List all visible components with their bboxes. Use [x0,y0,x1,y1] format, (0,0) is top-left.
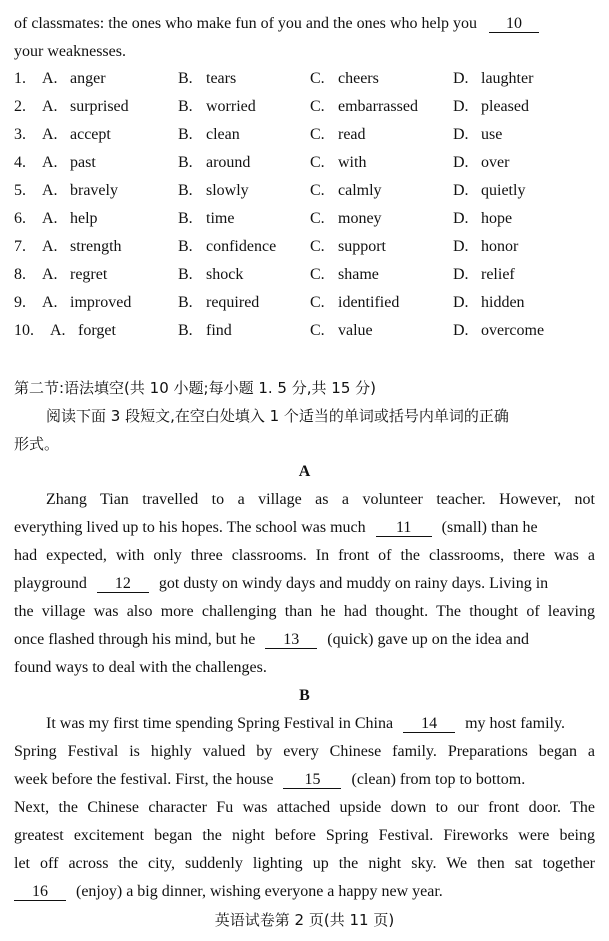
page-footer: 英语试卷第 2 页(共 11 页) [214,911,395,929]
option-letter-b: B. [178,126,193,143]
option-letter-c: C. [310,210,325,227]
question-number: 1. [14,70,26,87]
option-b[interactable]: slowly [206,182,249,199]
option-c[interactable]: value [338,322,373,339]
passage-b-line: Next, the Chinese character Fu was attached upside down to our front door. The [14,799,595,816]
option-b[interactable]: clean [206,126,240,143]
text-span: once flashed through his mind, but he [14,631,256,648]
question-number: 2. [14,98,26,115]
passage-a-line [14,630,595,650]
option-row [0,294,609,316]
option-letter-c: C. [310,322,325,339]
text-span: (clean) from top to bottom. [351,771,526,788]
option-letter-a: A. [50,322,66,339]
option-d[interactable]: hope [481,210,513,227]
option-b[interactable]: worried [206,98,256,115]
option-letter-a: A. [42,126,58,143]
option-letter-c: C. [310,294,325,311]
option-b[interactable]: tears [206,70,237,87]
option-a[interactable]: forget [78,322,116,339]
text-span: got dusty on windy days and muddy on rainy days. Living in [158,575,549,592]
text-span: my host family. [465,715,565,732]
text-span: It was my first time spending Spring Festival in China [46,715,394,732]
text-span: (quick) gave up on the idea and [327,631,529,648]
passage-b-line [14,882,595,902]
option-a[interactable]: past [70,154,96,171]
option-a[interactable]: improved [70,294,132,311]
option-row [0,266,609,288]
option-row [0,98,609,120]
option-letter-d: D. [453,70,469,87]
option-letter-b: B. [178,70,193,87]
option-c[interactable]: shame [338,266,379,283]
option-c[interactable]: read [338,126,366,143]
text-span: week before the festival. First, the house [14,771,274,788]
option-letter-a: A. [42,266,58,283]
option-letter-a: A. [42,238,58,255]
option-d[interactable]: use [481,126,503,143]
question-number: 8. [14,266,26,283]
option-letter-a: A. [42,70,58,87]
option-letter-a: A. [42,210,58,227]
option-c[interactable]: cheers [338,70,379,87]
option-row [0,322,609,344]
option-letter-d: D. [453,238,469,255]
option-c[interactable]: with [338,154,367,171]
option-letter-c: C. [310,266,325,283]
passage-a-line [14,574,595,594]
passage-b-title: B [299,687,310,704]
option-d[interactable]: pleased [481,98,529,115]
text-span: everything lived up to his hopes. The school was much [14,519,366,536]
option-c[interactable]: embarrassed [338,98,418,115]
option-row [0,70,609,92]
passage-b-line: let off across the city, suddenly lighting up the night sky. We then sat together [14,855,595,872]
option-letter-c: C. [310,126,325,143]
passage-a-title: A [298,463,311,480]
option-letter-b: B. [178,238,193,255]
option-row [0,210,609,232]
option-letter-c: C. [310,98,325,115]
text-span: playground [14,575,87,592]
blank-15[interactable]: 15 [283,771,341,789]
question-number: 7. [14,238,26,255]
option-letter-c: C. [310,154,325,171]
option-d[interactable]: honor [481,238,519,255]
option-b[interactable]: shock [206,266,244,283]
option-letter-b: B. [178,182,193,199]
option-d[interactable]: relief [481,266,515,283]
option-letter-d: D. [453,98,469,115]
option-c[interactable]: identified [338,294,400,311]
section-heading: 第二节:语法填空(共 10 小题;每小题 1. 5 分,共 15 分) [14,379,376,397]
blank-12[interactable]: 12 [97,575,149,593]
question-number: 9. [14,294,26,311]
option-d[interactable]: quietly [481,182,526,199]
option-letter-d: D. [453,126,469,143]
passage-b-line [46,714,595,734]
option-letter-b: B. [178,210,193,227]
instruction-line-1: 阅读下面 3 段短文,在空白处填入 1 个适当的单词或括号内单词的正确 [46,407,509,425]
option-c[interactable]: support [338,238,386,255]
blank-10[interactable]: 10 [489,15,539,33]
passage-b-line [14,770,595,790]
option-a[interactable]: surprised [70,98,129,115]
option-c[interactable]: calmly [338,182,382,199]
option-row [0,238,609,260]
option-letter-c: C. [310,238,325,255]
option-b[interactable]: time [206,210,235,227]
option-letter-d: D. [453,182,469,199]
intro-text: of classmates: the ones who make fun of you and the ones who help you [14,15,478,32]
option-letter-c: C. [310,182,325,199]
option-letter-b: B. [178,266,193,283]
option-row [0,126,609,148]
option-a[interactable]: regret [70,266,108,283]
question-number: 6. [14,210,26,227]
option-a[interactable]: bravely [70,182,118,199]
option-letter-a: A. [42,154,58,171]
option-letter-b: B. [178,98,193,115]
instruction-line-2: 形式。 [14,435,60,453]
option-row [0,154,609,176]
option-letter-d: D. [453,266,469,283]
option-b[interactable]: find [206,322,232,339]
option-letter-a: A. [42,182,58,199]
option-d[interactable]: laughter [481,70,534,87]
option-d[interactable]: overcome [481,322,545,339]
option-letter-a: A. [42,294,58,311]
option-row [0,182,609,204]
passage-a-line: found ways to deal with the challenges. [14,659,267,676]
option-b[interactable]: confidence [206,238,277,255]
option-a[interactable]: help [70,210,98,227]
passage-a-line: the village was also more challenging than he had thought. The thought of leaving [14,603,595,620]
passage-a-line: Zhang Tian travelled to a village as a volunteer teacher. However, not [46,491,595,508]
option-d[interactable]: hidden [481,294,525,311]
question-number: 3. [14,126,26,143]
passage-a-line: had expected, with only three classrooms. In front of the classrooms, there was a [14,547,595,564]
option-letter-d: D. [453,294,469,311]
question-number: 10. [14,322,34,339]
intro-line-1 [14,14,595,34]
blank-16[interactable]: 16 [14,883,66,901]
text-span: (small) than he [441,519,538,536]
option-d[interactable]: over [481,154,510,171]
text-span: (enjoy) a big dinner, wishing everyone a happy new year. [76,883,443,900]
passage-b-line: Spring Festival is highly valued by every Chinese family. Preparations began a [14,743,595,760]
option-letter-b: B. [178,322,193,339]
option-letter-d: D. [453,210,469,227]
option-letter-b: B. [178,154,193,171]
passage-a-line [14,518,595,538]
passage-b-line: greatest excitement began the night before Spring Festival. Fireworks were being [14,827,595,844]
option-letter-c: C. [310,70,325,87]
option-letter-b: B. [178,294,193,311]
option-c[interactable]: money [338,210,382,227]
blank-13[interactable]: 13 [265,631,317,649]
question-number: 5. [14,182,26,199]
option-letter-a: A. [42,98,58,115]
blank-14[interactable]: 14 [403,715,455,733]
option-letter-d: D. [453,322,469,339]
option-a[interactable]: anger [70,70,106,87]
option-b[interactable]: around [206,154,251,171]
option-letter-d: D. [453,154,469,171]
intro-line-2: your weaknesses. [14,43,126,60]
question-number: 4. [14,154,26,171]
option-a[interactable]: strength [70,238,122,255]
option-a[interactable]: accept [70,126,111,143]
blank-11[interactable]: 11 [376,519,432,537]
option-b[interactable]: required [206,294,260,311]
